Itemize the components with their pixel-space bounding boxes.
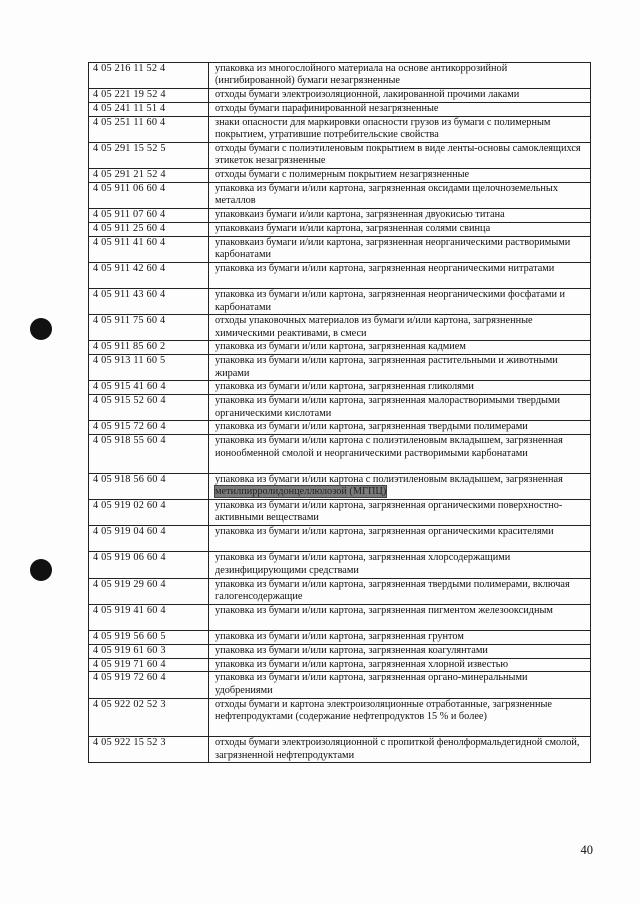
table-row xyxy=(89,142,591,168)
waste-code-cell: 4 05 919 41 60 4 xyxy=(89,604,209,630)
waste-description-cell: упаковка из бумаги и/или картона, загрязненная малорастворимыми твердыми органическими кислотами xyxy=(209,395,591,421)
waste-description-cell: упаковка из бумаги и/или картона с полиэтиленовым вкладышем, загрязненная ионообменной смолой и неорганическими растворимыми карбонатами xyxy=(209,435,591,474)
table-row xyxy=(89,116,591,142)
table-row xyxy=(89,435,591,474)
table-row xyxy=(89,381,591,395)
table-row xyxy=(89,182,591,208)
table-row xyxy=(89,737,591,763)
table-row xyxy=(89,262,591,288)
waste-code-cell: 4 05 922 02 52 3 xyxy=(89,698,209,737)
waste-code-cell: 4 05 911 85 60 2 xyxy=(89,341,209,355)
table-row xyxy=(89,578,591,604)
waste-code-cell: 4 05 919 72 60 4 xyxy=(89,672,209,698)
waste-code-cell: 4 05 915 72 60 4 xyxy=(89,421,209,435)
table-row xyxy=(89,604,591,630)
table-row xyxy=(89,341,591,355)
waste-description-cell: упаковка из бумаги и/или картона, загрязненная кадмием xyxy=(209,341,591,355)
waste-description-cell: упаковка из бумаги и/или картона, загрязненная хлорной известью xyxy=(209,658,591,672)
waste-code-cell: 4 05 911 06 60 4 xyxy=(89,182,209,208)
page-number: 40 xyxy=(580,843,593,857)
waste-code-cell: 4 05 915 52 60 4 xyxy=(89,395,209,421)
waste-description-cell xyxy=(209,473,591,499)
table-row xyxy=(89,421,591,435)
waste-code-cell: 4 05 911 25 60 4 xyxy=(89,222,209,236)
waste-description-cell: упаковка из бумаги и/или картона, загрязненная грунтом xyxy=(209,630,591,644)
waste-description-cell: упаковка из бумаги и/или картона, загрязненная неорганическими фосфатами и карбонатами xyxy=(209,289,591,315)
waste-description-cell: упаковкаиз бумаги и/или картона, загрязненная солями свинца xyxy=(209,222,591,236)
table-row xyxy=(89,500,591,526)
waste-description-cell: отходы бумаги и картона электроизоляционные отработанные, загрязненные нефтепродуктами (содержание нефтепродуктов 15 % и более) xyxy=(209,698,591,737)
waste-description-cell: упаковка из бумаги и/или картона, загрязненная твердыми полимерами xyxy=(209,421,591,435)
table-row xyxy=(89,698,591,737)
waste-code-cell: 4 05 221 19 52 4 xyxy=(89,89,209,103)
waste-description-cell: отходы упаковочных материалов из бумаги и/или картона, загрязненные химическими реактивами, в смеси xyxy=(209,315,591,341)
table-row xyxy=(89,169,591,183)
table-row xyxy=(89,102,591,116)
waste-code-cell: 4 05 911 42 60 4 xyxy=(89,262,209,288)
waste-code-cell: 4 05 911 43 60 4 xyxy=(89,289,209,315)
table-row xyxy=(89,552,591,578)
table-row xyxy=(89,63,591,89)
waste-description-cell: упаковка из бумаги и/или картона, загрязненная органическими красителями xyxy=(209,526,591,552)
waste-description-cell: упаковка из бумаги и/или картона, загрязненная хлорсодержащими дезинфицирующими средствами xyxy=(209,552,591,578)
waste-code-cell: 4 05 913 11 60 5 xyxy=(89,355,209,381)
waste-code-cell: 4 05 911 41 60 4 xyxy=(89,236,209,262)
waste-code-cell: 4 05 918 56 60 4 xyxy=(89,473,209,499)
waste-description-cell: упаковка из бумаги и/или картона, загрязненная гликолями xyxy=(209,381,591,395)
table-row xyxy=(89,222,591,236)
table-row xyxy=(89,209,591,223)
table-row xyxy=(89,89,591,103)
waste-description-cell: упаковка из бумаги и/или картона, загрязненная оксидами щелочноземельных металлов xyxy=(209,182,591,208)
waste-description-cell: упаковка из бумаги и/или картона, загрязненная растительными и животными жирами xyxy=(209,355,591,381)
waste-code-cell: 4 05 911 75 60 4 xyxy=(89,315,209,341)
waste-description-cell: отходы бумаги электроизоляционной, лакированной прочими лаками xyxy=(209,89,591,103)
waste-code-cell: 4 05 919 04 60 4 xyxy=(89,526,209,552)
waste-description-cell: отходы бумаги с полимерным покрытием незагрязненные xyxy=(209,169,591,183)
table-row xyxy=(89,355,591,381)
highlighted-text: метилпирролидонцеллюлозой (МГПЦ) xyxy=(215,486,387,498)
waste-description-cell: упаковка из бумаги и/или картона, загрязненная органическими поверхностно-активными веществами xyxy=(209,500,591,526)
waste-code-cell: 4 05 919 56 60 5 xyxy=(89,630,209,644)
table-row xyxy=(89,473,591,499)
punch-hole-mark xyxy=(30,559,52,581)
waste-description-cell: упаковка из бумаги и/или картона, загрязненная неорганическими нитратами xyxy=(209,262,591,288)
waste-code-cell: 4 05 915 41 60 4 xyxy=(89,381,209,395)
table-row xyxy=(89,672,591,698)
waste-description-cell: отходы бумаги электроизоляционной с пропиткой фенолформальдегидной смолой, загрязненной нефтепродуктами xyxy=(209,737,591,763)
waste-code-cell: 4 05 919 71 60 4 xyxy=(89,658,209,672)
waste-description-cell: упаковкаиз бумаги и/или картона, загрязненная двуокисью титана xyxy=(209,209,591,223)
waste-description-cell: упаковка из бумаги и/или картона, загрязненная пигментом железооксидным xyxy=(209,604,591,630)
waste-code-cell: 4 05 919 06 60 4 xyxy=(89,552,209,578)
waste-description-cell: упаковкаиз бумаги и/или картона, загрязненная неорганическими растворимыми карбонатами xyxy=(209,236,591,262)
waste-code-cell: 4 05 911 07 60 4 xyxy=(89,209,209,223)
table-row xyxy=(89,658,591,672)
waste-description-cell: знаки опасности для маркировки опасности грузов из бумаги с полимерным покрытием, утратившие потребительские свойства xyxy=(209,116,591,142)
waste-code-cell: 4 05 919 61 60 3 xyxy=(89,644,209,658)
table-row xyxy=(89,236,591,262)
waste-codes-table xyxy=(88,62,591,763)
waste-code-cell: 4 05 241 11 51 4 xyxy=(89,102,209,116)
waste-description-cell: упаковка из многослойного материала на основе антикоррозийной (ингибированной) бумаги незагрязненные xyxy=(209,63,591,89)
waste-description-cell: отходы бумаги с полиэтиленовым покрытием в виде ленты-основы самоклеящихся этикеток незагрязненные xyxy=(209,142,591,168)
table-row xyxy=(89,315,591,341)
waste-description-cell: упаковка из бумаги и/или картона, загрязненная коагулянтами xyxy=(209,644,591,658)
waste-code-cell: 4 05 919 02 60 4 xyxy=(89,500,209,526)
description-text: упаковка из бумаги и/или картона с полиэтиленовым вкладышем, загрязненная xyxy=(215,473,563,485)
waste-code-cell: 4 05 216 11 52 4 xyxy=(89,63,209,89)
waste-description-cell: отходы бумаги парафинированной незагрязненные xyxy=(209,102,591,116)
punch-hole-mark xyxy=(30,318,52,340)
table-row xyxy=(89,630,591,644)
table-row xyxy=(89,526,591,552)
waste-code-cell: 4 05 922 15 52 3 xyxy=(89,737,209,763)
waste-code-cell: 4 05 291 21 52 4 xyxy=(89,169,209,183)
waste-code-cell: 4 05 919 29 60 4 xyxy=(89,578,209,604)
waste-code-cell: 4 05 291 15 52 5 xyxy=(89,142,209,168)
table-row xyxy=(89,644,591,658)
table-row xyxy=(89,289,591,315)
waste-description-cell: упаковка из бумаги и/или картона, загрязненная твердыми полимерами, включая галогенсодержащие xyxy=(209,578,591,604)
table-row xyxy=(89,395,591,421)
waste-description-cell: упаковка из бумаги и/или картона, загрязненная органо-минеральными удобрениями xyxy=(209,672,591,698)
waste-code-cell: 4 05 918 55 60 4 xyxy=(89,435,209,474)
waste-code-cell: 4 05 251 11 60 4 xyxy=(89,116,209,142)
